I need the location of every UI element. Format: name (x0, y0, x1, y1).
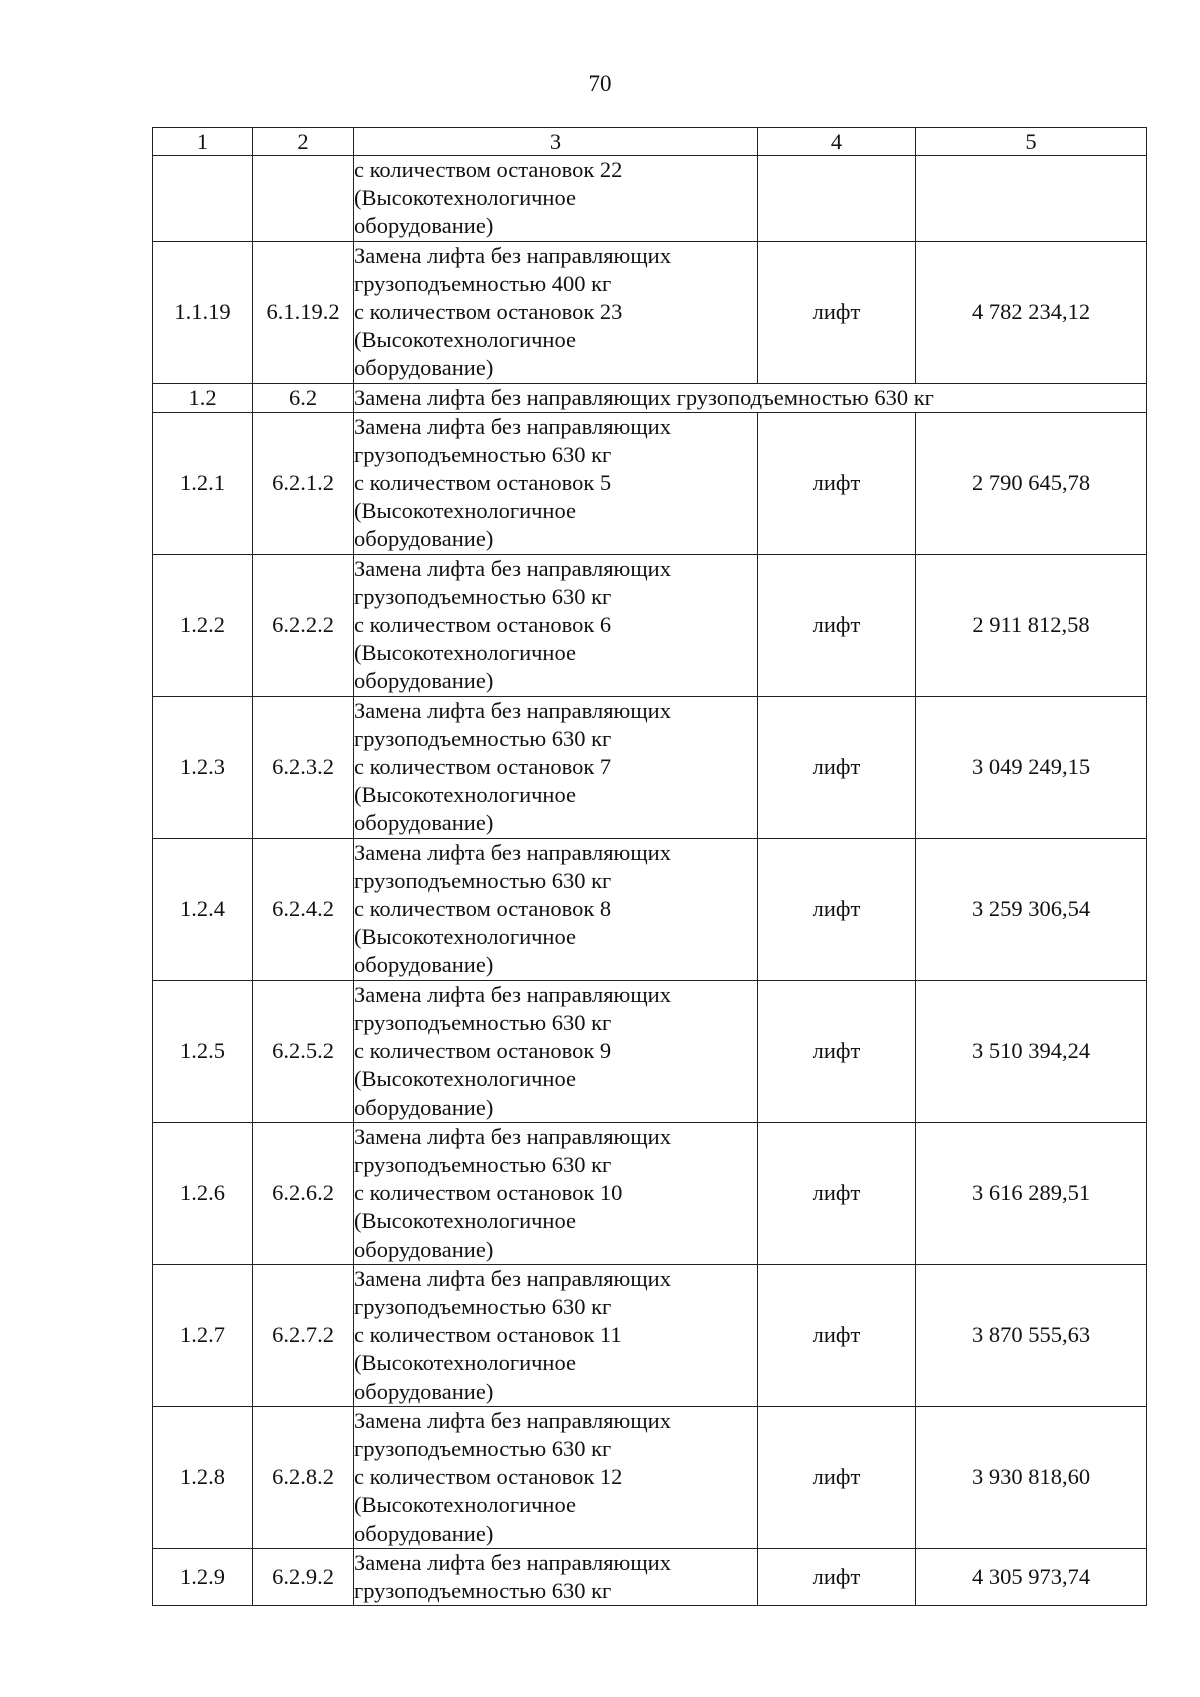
row-code: 6.2.6.2 (253, 1122, 354, 1264)
work-description (354, 1406, 758, 1548)
row-number: 1.2.2 (153, 554, 253, 696)
price-value: 3 616 289,51 (916, 1122, 1147, 1264)
description-line: (Высокотехнологичное (354, 1208, 576, 1234)
work-description (354, 412, 758, 554)
description-line: оборудование) (354, 213, 494, 239)
column-number-3: 3 (354, 128, 758, 156)
table-row (153, 554, 1147, 696)
unit-of-measure (758, 156, 916, 242)
description-line: оборудование) (354, 355, 494, 381)
row-number: 1.2.3 (153, 696, 253, 838)
description-line: грузоподъемностью 630 кг (354, 1151, 612, 1177)
price-value: 3 870 555,63 (916, 1264, 1147, 1406)
description-line: с количеством остановок 8 (354, 896, 612, 922)
description-line: с количеством остановок 5 (354, 470, 612, 496)
description-line: грузоподъемностью 630 кг (354, 725, 612, 751)
description-line: грузоподъемностью 630 кг (354, 1435, 612, 1461)
row-code (253, 156, 354, 242)
row-code: 6.2.3.2 (253, 696, 354, 838)
price-value: 3 049 249,15 (916, 696, 1147, 838)
description-line: (Высокотехнологичное (354, 1492, 576, 1518)
row-code: 6.2.5.2 (253, 980, 354, 1122)
table-row (153, 412, 1147, 554)
unit-of-measure: лифт (758, 838, 916, 980)
work-description (354, 980, 758, 1122)
description-line: оборудование) (354, 952, 494, 978)
unit-of-measure: лифт (758, 412, 916, 554)
price-value: 4 782 234,12 (916, 241, 1147, 383)
column-number-row (153, 128, 1147, 156)
section-row (153, 383, 1147, 412)
price-value: 2 911 812,58 (916, 554, 1147, 696)
unit-of-measure: лифт (758, 241, 916, 383)
description-line: Замена лифта без направляющих (354, 555, 671, 581)
row-number: 1.2.7 (153, 1264, 253, 1406)
row-number: 1.2.1 (153, 412, 253, 554)
work-description (354, 1122, 758, 1264)
description-line: оборудование) (354, 810, 494, 836)
price-table (152, 127, 1147, 1606)
description-line: (Высокотехнологичное (354, 327, 576, 353)
price-value: 3 930 818,60 (916, 1406, 1147, 1548)
description-line: Замена лифта без направляющих (354, 242, 671, 268)
row-code: 6.2.4.2 (253, 838, 354, 980)
row-number: 1.2.6 (153, 1122, 253, 1264)
table-row (153, 1406, 1147, 1548)
description-line: оборудование) (354, 1094, 494, 1120)
row-number: 1.2.9 (153, 1548, 253, 1605)
description-line: грузоподъемностью 630 кг (354, 1009, 612, 1035)
description-line: Замена лифта без направляющих (354, 1407, 671, 1433)
row-number: 1.2.8 (153, 1406, 253, 1548)
page-number: 70 (588, 71, 612, 96)
description-line: грузоподъемностью 630 кг (354, 583, 612, 609)
description-line: с количеством остановок 22 (354, 157, 623, 182)
description-line: Замена лифта без направляющих (354, 981, 671, 1007)
work-description (354, 838, 758, 980)
description-line: Замена лифта без направляющих (354, 1123, 671, 1149)
row-number: 1.1.19 (153, 241, 253, 383)
description-line: Замена лифта без направляющих (354, 697, 671, 723)
table-row (153, 980, 1147, 1122)
work-description (354, 554, 758, 696)
description-line: с количеством остановок 6 (354, 612, 612, 638)
unit-of-measure: лифт (758, 980, 916, 1122)
column-number-4: 4 (758, 128, 916, 156)
description-line: с количеством остановок 12 (354, 1464, 623, 1490)
description-line: грузоподъемностью 630 кг (354, 1577, 612, 1603)
work-description (354, 696, 758, 838)
row-number: 1.2.5 (153, 980, 253, 1122)
row-number (153, 156, 253, 242)
work-description (354, 1264, 758, 1406)
description-line: Замена лифта без направляющих (354, 413, 671, 439)
table-row (153, 1548, 1147, 1605)
unit-of-measure: лифт (758, 1548, 916, 1605)
table-row (153, 1122, 1147, 1264)
price-value: 4 305 973,74 (916, 1548, 1147, 1605)
description-line: оборудование) (354, 526, 494, 552)
price-value: 3 259 306,54 (916, 838, 1147, 980)
column-number-1: 1 (153, 128, 253, 156)
column-number-5: 5 (916, 128, 1147, 156)
description-line: оборудование) (354, 1520, 494, 1546)
row-code: 6.2 (253, 383, 354, 412)
work-description (354, 1548, 758, 1605)
column-number-2: 2 (253, 128, 354, 156)
table-row (153, 696, 1147, 838)
row-code: 6.2.2.2 (253, 554, 354, 696)
description-line: грузоподъемностью 630 кг (354, 867, 612, 893)
description-line: с количеством остановок 23 (354, 299, 623, 325)
row-number: 1.2 (153, 383, 253, 412)
description-line: (Высокотехнологичное (354, 782, 576, 808)
description-line: (Высокотехнологичное (354, 185, 576, 211)
row-number: 1.2.4 (153, 838, 253, 980)
description-line: Замена лифта без направляющих (354, 839, 671, 865)
description-line: оборудование) (354, 668, 494, 694)
table-row (153, 1264, 1147, 1406)
description-line: грузоподъемностью 630 кг (354, 1293, 612, 1319)
unit-of-measure: лифт (758, 1406, 916, 1548)
table-row (153, 156, 1147, 242)
work-description (354, 156, 758, 242)
table-row (153, 838, 1147, 980)
description-line: грузоподъемностью 400 кг (354, 270, 612, 296)
work-description (354, 241, 758, 383)
description-line: с количеством остановок 7 (354, 754, 612, 780)
description-line: Замена лифта без направляющих (354, 1265, 671, 1291)
description-line: с количеством остановок 9 (354, 1038, 612, 1064)
description-line: (Высокотехнологичное (354, 640, 576, 666)
row-code: 6.2.7.2 (253, 1264, 354, 1406)
description-line: (Высокотехнологичное (354, 1066, 576, 1092)
row-code: 6.2.8.2 (253, 1406, 354, 1548)
row-code: 6.2.1.2 (253, 412, 354, 554)
description-line: (Высокотехнологичное (354, 498, 576, 524)
row-code: 6.1.19.2 (253, 241, 354, 383)
description-line: грузоподъемностью 630 кг (354, 441, 612, 467)
description-line: (Высокотехнологичное (354, 924, 576, 950)
description-line: с количеством остановок 11 (354, 1322, 622, 1348)
price-value: 3 510 394,24 (916, 980, 1147, 1122)
description-line: (Высокотехнологичное (354, 1350, 576, 1376)
table-body (153, 128, 1147, 1606)
description-line: с количеством остановок 10 (354, 1180, 623, 1206)
price-value: 2 790 645,78 (916, 412, 1147, 554)
price-value (916, 156, 1147, 242)
description-line: оборудование) (354, 1378, 494, 1404)
description-line: оборудование) (354, 1236, 494, 1262)
description-line: Замена лифта без направляющих (354, 1549, 671, 1575)
table-row (153, 241, 1147, 383)
unit-of-measure: лифт (758, 696, 916, 838)
section-title: Замена лифта без направляющих грузоподъемностью 630 кг (354, 383, 1147, 412)
unit-of-measure: лифт (758, 1264, 916, 1406)
unit-of-measure: лифт (758, 1122, 916, 1264)
unit-of-measure: лифт (758, 554, 916, 696)
row-code: 6.2.9.2 (253, 1548, 354, 1605)
